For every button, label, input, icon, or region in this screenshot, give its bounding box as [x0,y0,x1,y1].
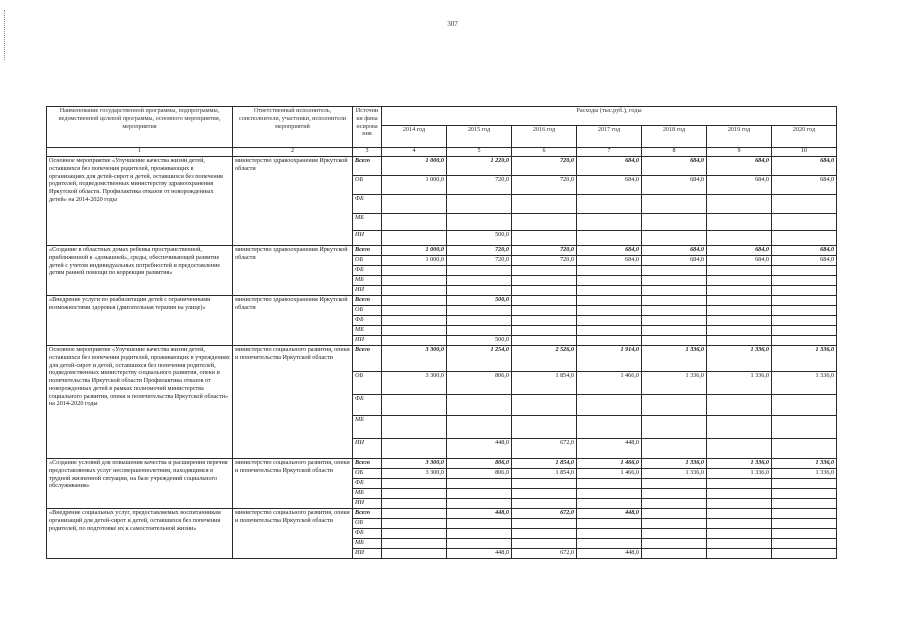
amount-cell [577,416,642,439]
amount-cell [707,266,772,276]
amount-cell [512,231,577,246]
amount-cell [707,395,772,416]
amount-cell: 1 854,0 [512,469,577,479]
funding-source: ИИ [353,549,382,559]
amount-cell: 1 854,0 [512,459,577,469]
amount-cell: 1 336,0 [707,469,772,479]
amount-cell [642,316,707,326]
amount-cell [642,416,707,439]
amount-cell [382,276,447,286]
margin-marks [4,10,7,60]
amount-cell [577,316,642,326]
amount-cell [772,519,837,529]
amount-cell: 720,0 [447,256,512,266]
amount-cell: 684,0 [642,246,707,256]
amount-cell [707,529,772,539]
amount-cell [577,326,642,336]
amount-cell [707,519,772,529]
amount-cell [642,286,707,296]
amount-cell [382,231,447,246]
amount-cell [707,276,772,286]
amount-cell [512,479,577,489]
amount-cell [642,306,707,316]
funding-source: Всего [353,509,382,519]
responsible-executor: министерство социального развития, опеки и попечительства Иркутской области [233,459,353,509]
table-row [47,459,837,469]
amount-cell: 1 336,0 [772,372,837,395]
amount-cell [772,395,837,416]
amount-cell [382,439,447,459]
amount-cell [772,326,837,336]
activity-name: «Создание в областных домах ребенка пространственной, приближенной к «домашней», среды, обеспечивающей развитие детей с учетом индивидуальных потребностей и предоставление детям ранней помощи по коррекции развития» [47,246,233,296]
amount-cell [577,489,642,499]
amount-cell: 1 336,0 [642,469,707,479]
amount-cell: 806,0 [447,459,512,469]
column-number: 5 [447,148,512,157]
funding-source: ОБ [353,176,382,195]
amount-cell: 684,0 [642,157,707,176]
table-row [47,346,837,372]
amount-cell: 672,0 [512,509,577,519]
amount-cell [642,336,707,346]
amount-cell: 684,0 [707,176,772,195]
funding-source: МБ [353,326,382,336]
header-year: 2018 год [642,126,707,148]
funding-source: ФБ [353,195,382,214]
amount-cell: 3 300,0 [382,469,447,479]
amount-cell [577,519,642,529]
amount-cell [577,286,642,296]
column-number: 2 [233,148,353,157]
amount-cell [642,195,707,214]
activity-name: «Внедрение социальных услуг, предоставляемых воспитанникам организаций для детей-сирот и детей, оставшихся без попечения родителей, по подготовке их к самостоятельной жизни» [47,509,233,559]
amount-cell: 1 000,0 [382,176,447,195]
amount-cell [577,214,642,231]
amount-cell: 448,0 [447,549,512,559]
amount-cell: 500,0 [447,231,512,246]
amount-cell: 720,0 [512,256,577,266]
amount-cell [577,395,642,416]
amount-cell [707,195,772,214]
amount-cell [642,395,707,416]
amount-cell [512,395,577,416]
amount-cell: 500,0 [447,336,512,346]
amount-cell [577,266,642,276]
amount-cell [772,195,837,214]
funding-source: Всего [353,157,382,176]
header-name: Наименование государственной программы, подпрограммы, ведомственной целевой программы, основного мероприятия, мероприятия [47,107,233,148]
responsible-executor: министерство социального развития, опеки и попечительства Иркутской области [233,509,353,559]
amount-cell: 806,0 [447,469,512,479]
amount-cell: 684,0 [707,256,772,266]
amount-cell [707,336,772,346]
amount-cell: 720,0 [512,176,577,195]
amount-cell [772,489,837,499]
amount-cell [577,499,642,509]
amount-cell: 1 466,0 [577,459,642,469]
column-number: 9 [707,148,772,157]
amount-cell: 1 336,0 [642,459,707,469]
amount-cell [772,316,837,326]
table-row [47,509,837,519]
amount-cell: 1 220,0 [447,157,512,176]
amount-cell [382,539,447,549]
column-number: 7 [577,148,642,157]
funding-source: ФБ [353,529,382,539]
amount-cell [382,195,447,214]
amount-cell [707,296,772,306]
amount-cell [447,479,512,489]
amount-cell [512,316,577,326]
amount-cell [707,539,772,549]
amount-cell [512,195,577,214]
amount-cell: 720,0 [447,176,512,195]
amount-cell [577,306,642,316]
funding-source: Всего [353,246,382,256]
amount-cell: 1 000,0 [382,246,447,256]
amount-cell [577,296,642,306]
header-source: Источники финансирования [353,107,382,148]
column-number: 4 [382,148,447,157]
amount-cell [642,296,707,306]
header-year: 2020 год [772,126,837,148]
amount-cell [772,439,837,459]
amount-cell: 720,0 [512,157,577,176]
amount-cell [707,439,772,459]
amount-cell [642,509,707,519]
amount-cell [772,286,837,296]
table-row [47,157,837,176]
amount-cell: 448,0 [447,509,512,519]
amount-cell [382,306,447,316]
amount-cell: 1 336,0 [707,346,772,372]
amount-cell [512,286,577,296]
amount-cell [447,499,512,509]
amount-cell [382,336,447,346]
amount-cell [707,306,772,316]
funding-source: ОБ [353,306,382,316]
amount-cell: 1 336,0 [707,459,772,469]
amount-cell [447,326,512,336]
amount-cell [577,231,642,246]
amount-cell [447,214,512,231]
amount-cell [772,231,837,246]
amount-cell: 672,0 [512,439,577,459]
amount-cell [577,195,642,214]
funding-source: МБ [353,489,382,499]
amount-cell: 1 336,0 [772,469,837,479]
funding-source: МБ [353,214,382,231]
amount-cell [382,316,447,326]
funding-source: ОБ [353,256,382,266]
header-year: 2019 год [707,126,772,148]
amount-cell [447,306,512,316]
amount-cell [772,306,837,316]
funding-source: ФБ [353,395,382,416]
amount-cell [382,214,447,231]
header-year: 2015 год [447,126,512,148]
amount-cell: 448,0 [577,509,642,519]
amount-cell: 1 336,0 [772,459,837,469]
amount-cell [642,519,707,529]
header-year: 2016 год [512,126,577,148]
amount-cell [382,529,447,539]
funding-source: Всего [353,346,382,372]
amount-cell [707,489,772,499]
amount-cell [447,316,512,326]
amount-cell [382,326,447,336]
funding-source: Всего [353,296,382,306]
amount-cell [772,296,837,306]
amount-cell [642,539,707,549]
amount-cell [772,529,837,539]
amount-cell [382,286,447,296]
amount-cell [707,499,772,509]
amount-cell: 1 336,0 [642,346,707,372]
funding-source: ИИ [353,286,382,296]
amount-cell [772,509,837,519]
amount-cell: 684,0 [772,256,837,266]
amount-cell [512,296,577,306]
amount-cell [512,489,577,499]
amount-cell [512,266,577,276]
amount-cell [447,489,512,499]
amount-cell [642,326,707,336]
amount-cell [707,286,772,296]
amount-cell: 1 336,0 [707,372,772,395]
amount-cell [642,549,707,559]
amount-cell [382,416,447,439]
amount-cell [772,266,837,276]
amount-cell: 684,0 [577,256,642,266]
funding-source: ОБ [353,519,382,529]
amount-cell [642,499,707,509]
amount-cell [447,416,512,439]
header-year: 2014 год [382,126,447,148]
amount-cell: 3 300,0 [382,372,447,395]
responsible-executor: министерство здравоохранения Иркутской области [233,296,353,346]
amount-cell [707,231,772,246]
amount-cell: 684,0 [577,176,642,195]
amount-cell [512,276,577,286]
column-number: 6 [512,148,577,157]
amount-cell: 806,0 [447,372,512,395]
column-number: 3 [353,148,382,157]
responsible-executor: министерство здравоохранения Иркутской области [233,157,353,246]
column-number: 10 [772,148,837,157]
amount-cell [642,214,707,231]
amount-cell: 448,0 [447,439,512,459]
amount-cell: 684,0 [577,246,642,256]
amount-cell [512,519,577,529]
amount-cell: 684,0 [577,157,642,176]
responsible-executor: министерство здравоохранения Иркутской области [233,246,353,296]
amount-cell [772,539,837,549]
amount-cell [512,336,577,346]
funding-source: ИИ [353,336,382,346]
amount-cell: 1 914,0 [577,346,642,372]
amount-cell [707,214,772,231]
amount-cell [447,519,512,529]
amount-cell [577,539,642,549]
amount-cell: 684,0 [642,256,707,266]
funding-source: ФБ [353,316,382,326]
amount-cell: 684,0 [772,246,837,256]
amount-cell [447,276,512,286]
amount-cell: 684,0 [642,176,707,195]
activity-name: Основное мероприятие «Улучшение качества жизни детей, оставшихся без попечения родителей, проживающих в организациях для детей-сирот и детей, оставшихся без попечения родителей, подведомственных министерству здравоохранения Иркутской области. Профилактика отказов от новорожденных детей» на 2014-2020 годы [47,157,233,246]
amount-cell [642,489,707,499]
amount-cell: 684,0 [772,157,837,176]
header-responsible: Ответственный исполнитель, соисполнители, участники, исполнители мероприятий [233,107,353,148]
amount-cell [512,416,577,439]
funding-source: Всего [353,459,382,469]
amount-cell: 1 336,0 [772,346,837,372]
funding-source: ИИ [353,499,382,509]
amount-cell [577,479,642,489]
amount-cell [382,509,447,519]
amount-cell [382,296,447,306]
amount-cell [707,326,772,336]
amount-cell [512,539,577,549]
amount-cell [512,214,577,231]
amount-cell [707,509,772,519]
amount-cell: 720,0 [512,246,577,256]
funding-source: МБ [353,276,382,286]
amount-cell: 448,0 [577,549,642,559]
amount-cell: 1 254,0 [447,346,512,372]
amount-cell [772,549,837,559]
header-expenses: Расходы (тыс.руб.), годы [382,107,837,126]
amount-cell [577,336,642,346]
amount-cell [707,316,772,326]
amount-cell [642,231,707,246]
amount-cell [447,395,512,416]
amount-cell [382,395,447,416]
funding-source: МБ [353,539,382,549]
funding-source: ОБ [353,372,382,395]
amount-cell [447,286,512,296]
column-number: 1 [47,148,233,157]
funding-source: ИИ [353,439,382,459]
funding-source: ИИ [353,231,382,246]
amount-cell [382,266,447,276]
activity-name: «Внедрение услуги по реабилитации детей с ограниченными возможностями здоровья (двигательная терапия на улице)» [47,296,233,346]
amount-cell: 1 854,0 [512,372,577,395]
amount-cell: 1 000,0 [382,256,447,266]
amount-cell [577,529,642,539]
amount-cell [512,529,577,539]
amount-cell: 684,0 [707,157,772,176]
activity-name: Основное мероприятие «Улучшение качества жизни детей, оставшихся без попечения родителей, проживающих в учреждениях для детей-сирот и детей, оставшихся без попечения родителей, подведомственных министерству социального развития, опеки и попечительства Иркутской области Профилактика отказов от новорожденных детей в рамках полномочий министерства социального развития, опеки и попечительства Иркутской области» на 2014-2020 годы [47,346,233,459]
table-row [47,296,837,306]
funding-source: ФБ [353,266,382,276]
table-row [47,246,837,256]
amount-cell [772,479,837,489]
amount-cell: 1 466,0 [577,469,642,479]
budget-table [46,106,837,559]
amount-cell [642,479,707,489]
amount-cell: 684,0 [772,176,837,195]
funding-source: ОБ [353,469,382,479]
amount-cell [772,336,837,346]
amount-cell: 1 000,0 [382,157,447,176]
amount-cell [707,549,772,559]
column-number: 8 [642,148,707,157]
amount-cell [382,499,447,509]
amount-cell [642,266,707,276]
amount-cell [642,276,707,286]
amount-cell: 448,0 [577,439,642,459]
amount-cell: 3 300,0 [382,459,447,469]
funding-source: МБ [353,416,382,439]
amount-cell [382,479,447,489]
activity-name: «Создание условий для повышения качества и расширения перечня предоставляемых услуг несовершеннолетним, находящимся в трудной жизненной ситуации, на базе учреждений социального обслуживания» [47,459,233,509]
budget-table-body [47,157,837,559]
amount-cell: 720,0 [447,246,512,256]
responsible-executor: министерство социального развития, опеки и попечительства Иркутской области [233,346,353,459]
amount-cell [447,539,512,549]
funding-source: ФБ [353,479,382,489]
amount-cell: 672,0 [512,549,577,559]
amount-cell [642,439,707,459]
amount-cell [772,276,837,286]
amount-cell [642,529,707,539]
amount-cell: 3 300,0 [382,346,447,372]
amount-cell [772,499,837,509]
amount-cell [447,195,512,214]
amount-cell [512,326,577,336]
amount-cell: 2 526,0 [512,346,577,372]
amount-cell [707,416,772,439]
amount-cell [512,499,577,509]
amount-cell [772,416,837,439]
header-year: 2017 год [577,126,642,148]
amount-cell [577,276,642,286]
amount-cell [382,489,447,499]
amount-cell [772,214,837,231]
amount-cell [512,306,577,316]
amount-cell [447,266,512,276]
amount-cell: 1 466,0 [577,372,642,395]
amount-cell [382,549,447,559]
amount-cell [382,519,447,529]
page-number: 307 [447,20,458,28]
amount-cell [707,479,772,489]
amount-cell [447,529,512,539]
amount-cell: 500,0 [447,296,512,306]
amount-cell: 684,0 [707,246,772,256]
amount-cell: 1 336,0 [642,372,707,395]
